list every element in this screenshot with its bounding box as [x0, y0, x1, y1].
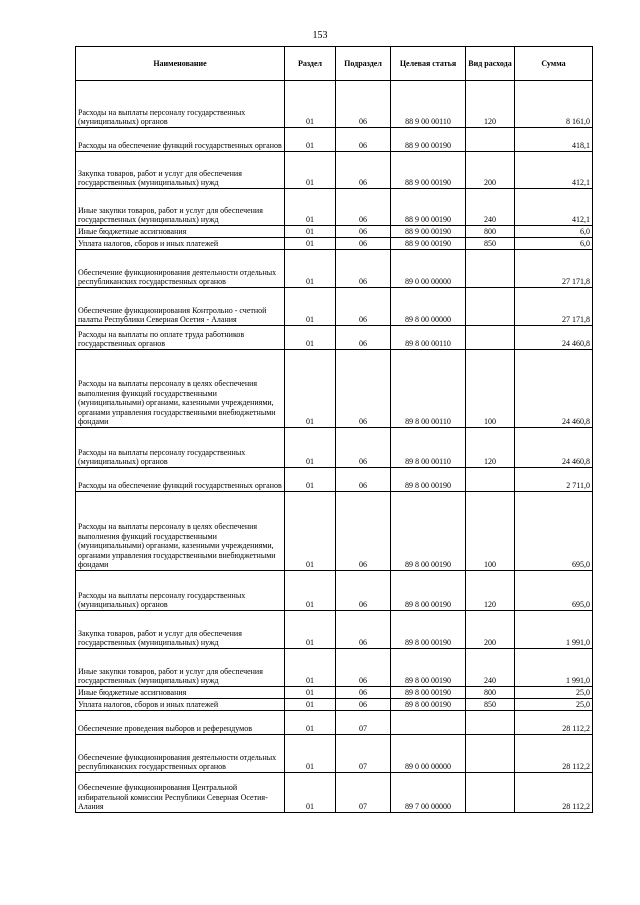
row-amount: 418,1: [515, 128, 593, 152]
table-row: [76, 611, 593, 649]
table-row: [76, 81, 593, 128]
row-target: 89 0 00 00000: [391, 250, 466, 288]
budget-table: [75, 46, 593, 813]
row-target: 89 8 00 00190: [391, 699, 466, 711]
row-section: 01: [285, 350, 336, 428]
row-section: 01: [285, 81, 336, 128]
row-name: Иные бюджетные ассигнования: [76, 687, 285, 699]
row-target: 89 8 00 00190: [391, 611, 466, 649]
row-section: 01: [285, 226, 336, 238]
row-subsection: 07: [336, 773, 391, 813]
row-kind: 800: [466, 687, 515, 699]
row-name: Обеспечение функционирования деятельности отдельных республиканских государственных органов: [76, 250, 285, 288]
header-name: Наименование: [76, 47, 285, 81]
table-row: [76, 699, 593, 711]
row-amount: 6,0: [515, 226, 593, 238]
row-subsection: 06: [336, 288, 391, 326]
row-amount: 25,0: [515, 699, 593, 711]
row-amount: 1 991,0: [515, 611, 593, 649]
row-amount: 1 991,0: [515, 649, 593, 687]
row-target: 89 8 00 00190: [391, 687, 466, 699]
row-amount: 695,0: [515, 571, 593, 611]
row-target: 89 8 00 00000: [391, 288, 466, 326]
table-row: [76, 152, 593, 189]
header-subsection: Подраздел: [336, 47, 391, 81]
row-section: 01: [285, 687, 336, 699]
row-name: Расходы на обеспечение функций государственных органов: [76, 468, 285, 492]
page-number: 153: [312, 30, 328, 41]
row-amount: 28 112,2: [515, 773, 593, 813]
row-section: 01: [285, 238, 336, 250]
table-row: [76, 773, 593, 813]
row-kind: [466, 468, 515, 492]
row-target: 89 7 00 00000: [391, 773, 466, 813]
row-kind: [466, 288, 515, 326]
row-target: 88 9 00 00190: [391, 189, 466, 226]
header-target: Целевая статья: [391, 47, 466, 81]
table-row: [76, 238, 593, 250]
table-header-row: [76, 47, 593, 81]
row-subsection: 06: [336, 250, 391, 288]
row-kind: 120: [466, 81, 515, 128]
row-subsection: 06: [336, 611, 391, 649]
table-row: [76, 288, 593, 326]
row-subsection: 06: [336, 649, 391, 687]
table-row: [76, 711, 593, 735]
row-kind: 120: [466, 428, 515, 468]
row-name: Иные закупки товаров, работ и услуг для обеспечения государственных (муниципальных) нужд: [76, 649, 285, 687]
row-target: 88 9 00 00110: [391, 81, 466, 128]
row-kind: 200: [466, 611, 515, 649]
row-section: 01: [285, 492, 336, 571]
row-subsection: 07: [336, 735, 391, 773]
row-section: 01: [285, 152, 336, 189]
row-subsection: 06: [336, 492, 391, 571]
row-name: Иные закупки товаров, работ и услуг для обеспечения государственных (муниципальных) нужд: [76, 189, 285, 226]
row-name: Расходы на выплаты персоналу государственных (муниципальных) органов: [76, 428, 285, 468]
row-kind: 850: [466, 238, 515, 250]
row-amount: 27 171,8: [515, 288, 593, 326]
header-section: Раздел: [285, 47, 336, 81]
row-target: 88 9 00 00190: [391, 226, 466, 238]
table-row: [76, 428, 593, 468]
row-name: Закупка товаров, работ и услуг для обеспечения государственных (муниципальных) нужд: [76, 152, 285, 189]
row-target: 89 8 00 00190: [391, 649, 466, 687]
row-kind: [466, 735, 515, 773]
table-row: [76, 468, 593, 492]
row-subsection: 06: [336, 226, 391, 238]
table-body: [76, 81, 593, 813]
row-section: 01: [285, 699, 336, 711]
row-subsection: 06: [336, 189, 391, 226]
row-target: 89 8 00 00110: [391, 350, 466, 428]
row-amount: 412,1: [515, 152, 593, 189]
row-name: Расходы на выплаты по оплате труда работников государственных органов: [76, 326, 285, 350]
row-amount: 24 460,8: [515, 326, 593, 350]
row-kind: [466, 128, 515, 152]
row-section: 01: [285, 288, 336, 326]
table-row: [76, 571, 593, 611]
row-target: 89 8 00 00110: [391, 428, 466, 468]
row-amount: 6,0: [515, 238, 593, 250]
row-amount: 8 161,0: [515, 81, 593, 128]
row-section: 01: [285, 128, 336, 152]
row-kind: 240: [466, 649, 515, 687]
row-section: 01: [285, 571, 336, 611]
table-row: [76, 350, 593, 428]
row-amount: 24 460,8: [515, 428, 593, 468]
row-target: 88 9 00 00190: [391, 238, 466, 250]
row-target: 89 0 00 00000: [391, 735, 466, 773]
row-section: 01: [285, 326, 336, 350]
table-row: [76, 226, 593, 238]
row-name: Расходы на обеспечение функций государственных органов: [76, 128, 285, 152]
row-target: 88 9 00 00190: [391, 128, 466, 152]
table-row: [76, 326, 593, 350]
row-name: Обеспечение функционирования Центральной избирательной комиссии Республики Северная Осетия-Алания: [76, 773, 285, 813]
row-subsection: 06: [336, 152, 391, 189]
row-subsection: 06: [336, 468, 391, 492]
row-kind: [466, 326, 515, 350]
row-section: 01: [285, 250, 336, 288]
row-subsection: 06: [336, 699, 391, 711]
row-amount: 27 171,8: [515, 250, 593, 288]
row-kind: 200: [466, 152, 515, 189]
row-kind: 850: [466, 699, 515, 711]
row-subsection: 06: [336, 428, 391, 468]
header-kind: Вид расхода: [466, 47, 515, 81]
row-kind: 240: [466, 189, 515, 226]
row-name: Обеспечение функционирования деятельности отдельных республиканских государственных органов: [76, 735, 285, 773]
row-section: 01: [285, 711, 336, 735]
row-amount: 28 112,2: [515, 735, 593, 773]
row-target: 89 8 00 00190: [391, 492, 466, 571]
header-amount: Сумма: [515, 47, 593, 81]
row-section: 01: [285, 735, 336, 773]
row-amount: 25,0: [515, 687, 593, 699]
table-row: [76, 649, 593, 687]
row-subsection: 07: [336, 711, 391, 735]
row-name: Расходы на выплаты персоналу в целях обеспечения выполнения функций государственными (муниципальными) органами, казенными учреждениями, органами управления государственными внебюджетными фондами: [76, 492, 285, 571]
row-subsection: 06: [336, 81, 391, 128]
row-kind: 100: [466, 350, 515, 428]
row-target: 89 8 00 00110: [391, 326, 466, 350]
row-kind: [466, 250, 515, 288]
row-section: 01: [285, 649, 336, 687]
table-row: [76, 128, 593, 152]
row-section: 01: [285, 189, 336, 226]
row-subsection: 06: [336, 571, 391, 611]
row-name: Уплата налогов, сборов и иных платежей: [76, 238, 285, 250]
table-row: [76, 492, 593, 571]
row-subsection: 06: [336, 128, 391, 152]
row-target: 89 8 00 00190: [391, 468, 466, 492]
row-kind: 800: [466, 226, 515, 238]
row-amount: 24 460,8: [515, 350, 593, 428]
row-section: 01: [285, 468, 336, 492]
row-amount: 28 112,2: [515, 711, 593, 735]
row-kind: [466, 773, 515, 813]
row-name: Иные бюджетные ассигнования: [76, 226, 285, 238]
row-target: 89 8 00 00190: [391, 571, 466, 611]
row-amount: 695,0: [515, 492, 593, 571]
row-name: Расходы на выплаты персоналу государственных (муниципальных) органов: [76, 81, 285, 128]
table-row: [76, 189, 593, 226]
row-section: 01: [285, 773, 336, 813]
row-name: Закупка товаров, работ и услуг для обеспечения государственных (муниципальных) нужд: [76, 611, 285, 649]
row-name: Уплата налогов, сборов и иных платежей: [76, 699, 285, 711]
row-target: 88 9 00 00190: [391, 152, 466, 189]
row-subsection: 06: [336, 326, 391, 350]
table-row: [76, 250, 593, 288]
row-section: 01: [285, 428, 336, 468]
table-row: [76, 687, 593, 699]
row-target: [391, 711, 466, 735]
row-subsection: 06: [336, 238, 391, 250]
row-section: 01: [285, 611, 336, 649]
row-name: Обеспечение функционирования Контрольно - счетной палаты Республики Северная Осетия - Алания: [76, 288, 285, 326]
row-name: Обеспечение проведения выборов и референдумов: [76, 711, 285, 735]
row-subsection: 06: [336, 687, 391, 699]
row-amount: 412,1: [515, 189, 593, 226]
row-amount: 2 711,0: [515, 468, 593, 492]
row-kind: [466, 711, 515, 735]
row-name: Расходы на выплаты персоналу государственных (муниципальных) органов: [76, 571, 285, 611]
row-kind: 100: [466, 492, 515, 571]
row-kind: 120: [466, 571, 515, 611]
row-name: Расходы на выплаты персоналу в целях обеспечения выполнения функций государственными (муниципальными) органами, казенными учреждениями, органами управления государственными внебюджетными фондами: [76, 350, 285, 428]
row-subsection: 06: [336, 350, 391, 428]
table-row: [76, 735, 593, 773]
